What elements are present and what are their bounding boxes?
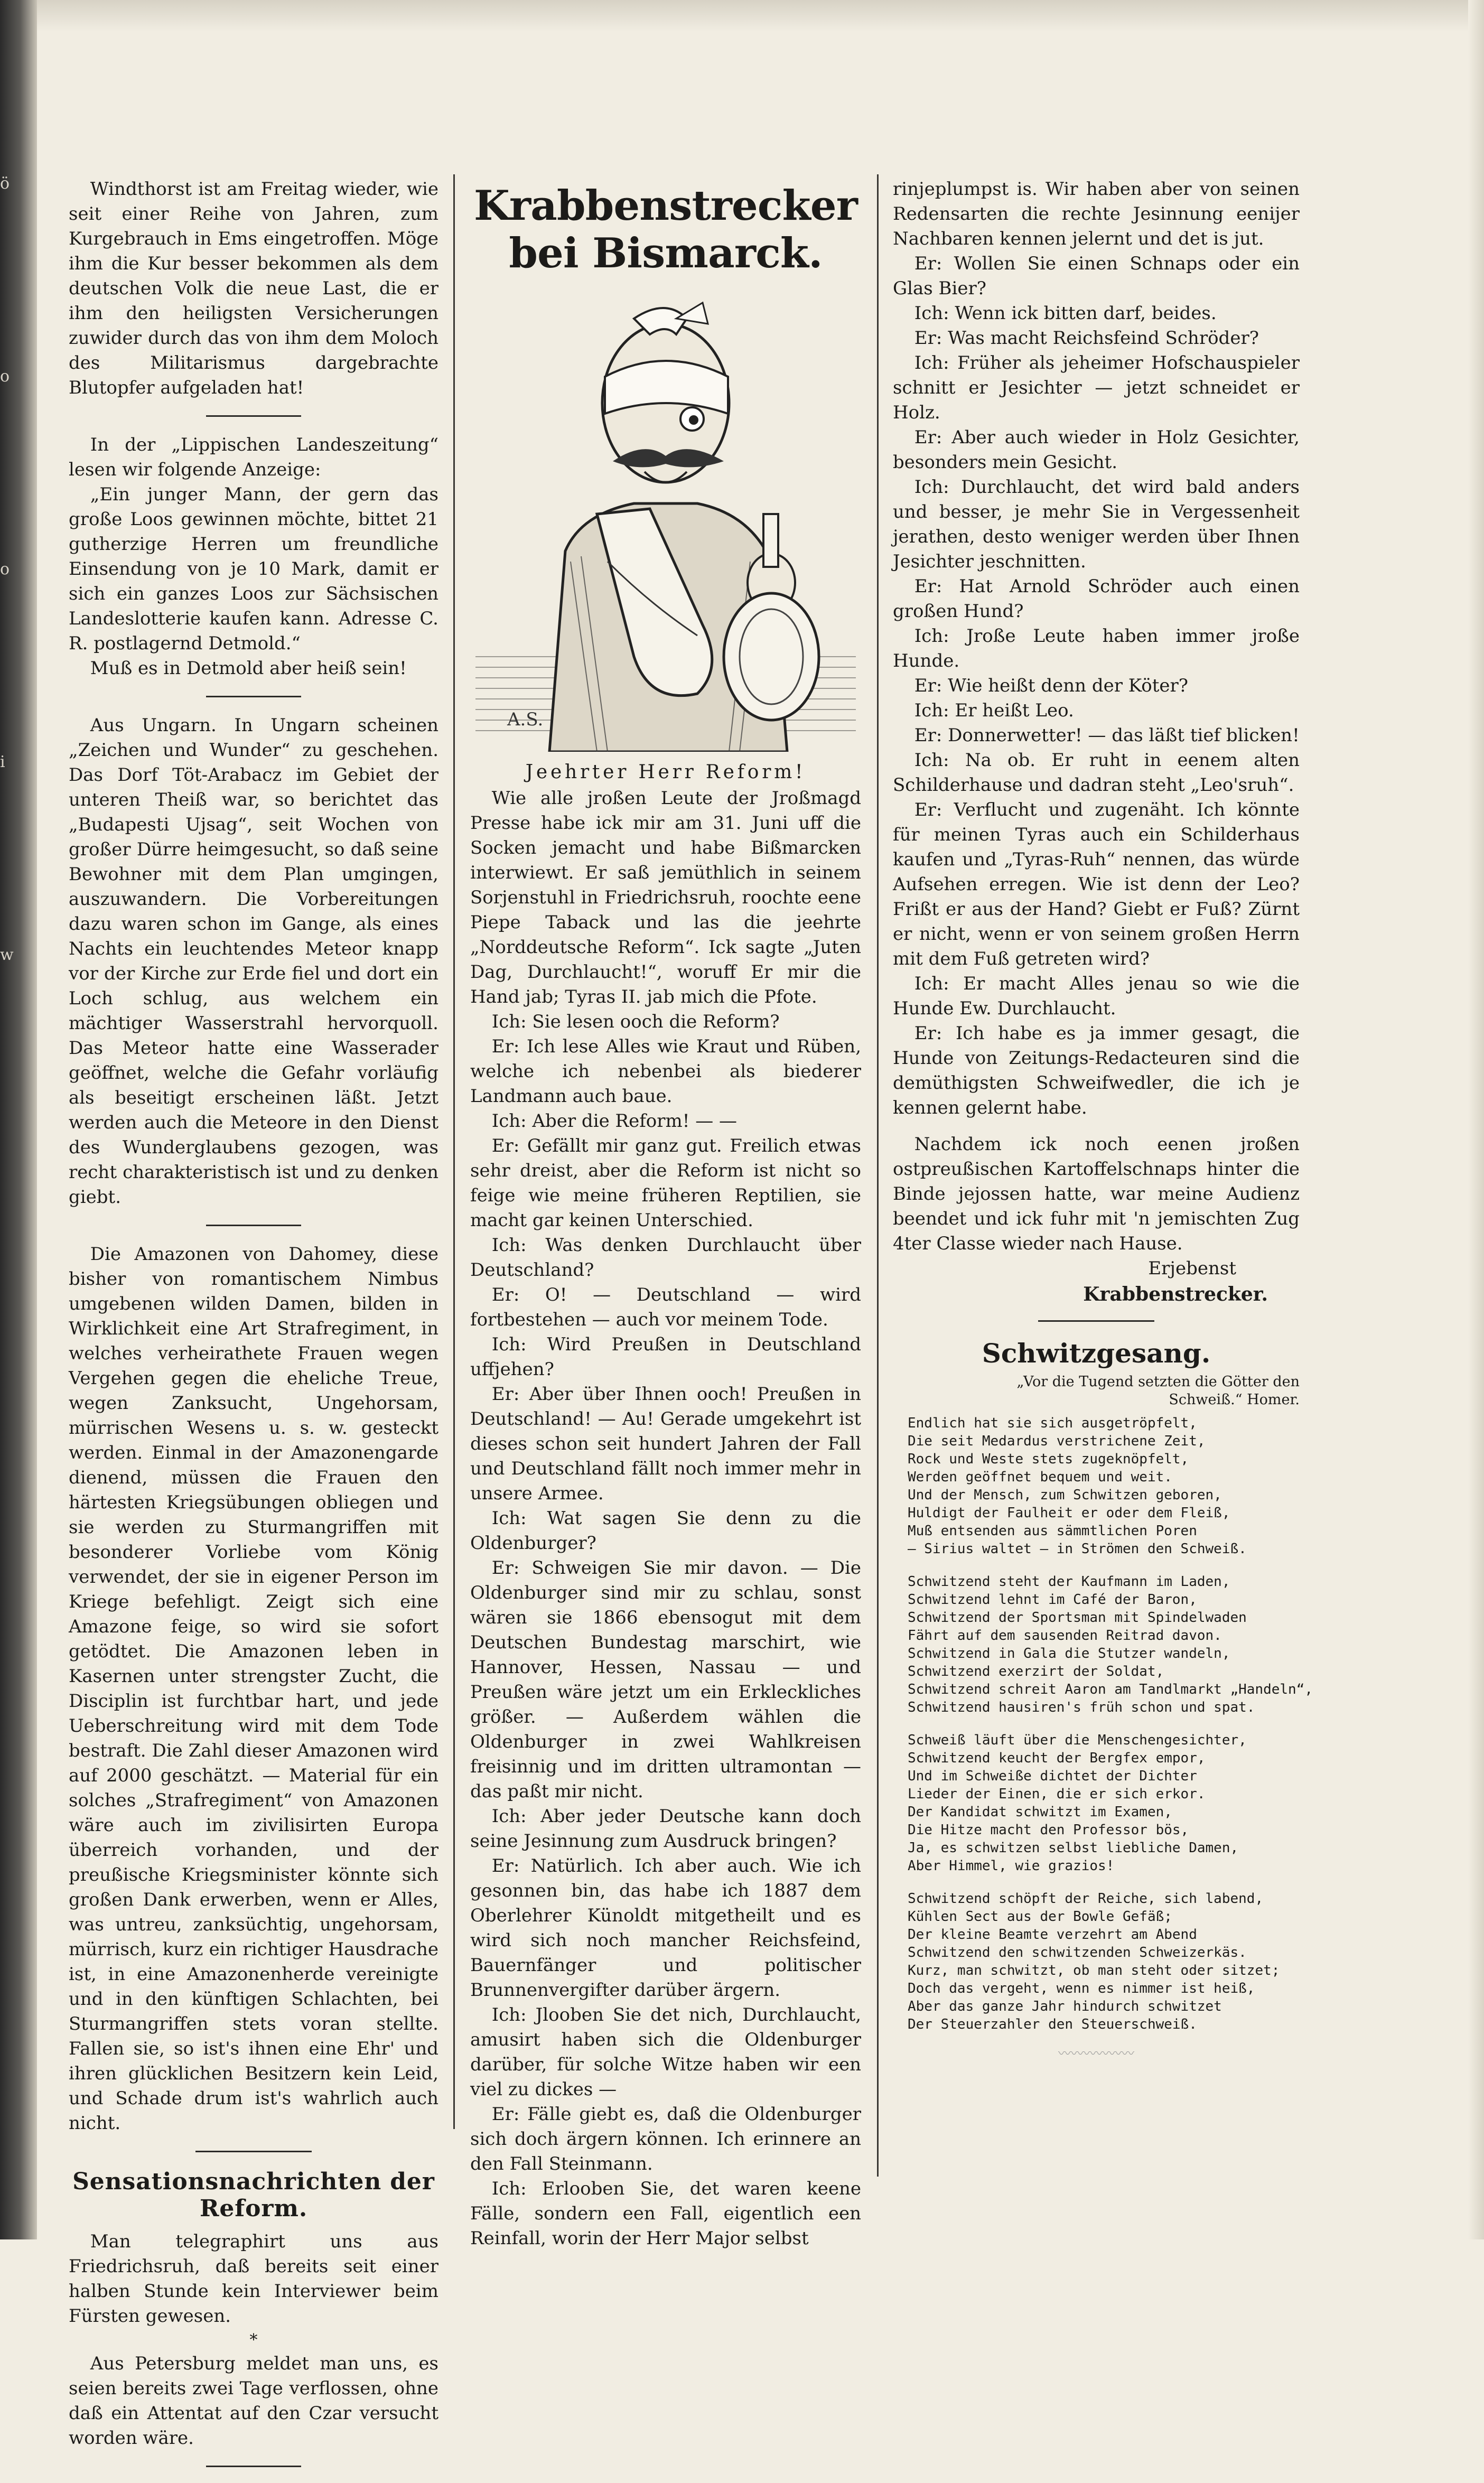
poem-line: Doch das vergeht, wenn es nimmer ist heiß, xyxy=(908,1981,1255,1996)
dialog-line: Ich: Jlooben Sie det nich, Durchlaucht, amusirt haben sich die Oldenburger darüber, für solche Witze haben wir een viel zu dickes — xyxy=(470,2004,861,2100)
poem-line: Der Steuerzahler den Steuerschweiß. xyxy=(908,2017,1197,2032)
dialog-line: Er: Donnerwetter! — das läßt tief blicken! xyxy=(914,725,1300,746)
poem-line: Der Kandidat schwitzt im Examen, xyxy=(908,1804,1172,1820)
poem-line: Schwitzend exerzirt der Soldat, xyxy=(908,1664,1164,1679)
poem-line: Ja, es schwitzen selbst liebliche Damen, xyxy=(908,1840,1239,1856)
dialog-line: Ich: Früher als jeheimer Hofschauspieler schnitt er Jesichter — jetzt schneidet er Holz. xyxy=(893,352,1300,423)
poem-line: Fährt auf dem sausenden Reitrad davon. xyxy=(908,1628,1222,1644)
poem-line: Schwitzend schreit Aaron am Tandlmarkt „Handeln“, xyxy=(908,1682,1313,1697)
dialog-line: Er: Was macht Reichsfeind Schröder? xyxy=(914,328,1259,349)
poem-line: Und im Schweiße dichtet der Dichter xyxy=(908,1768,1197,1784)
poem-line: Die Hitze macht den Professor bös, xyxy=(908,1822,1189,1838)
prev-page-char: i xyxy=(0,753,5,771)
news-item-friedrichsruh: Man telegraphirt uns aus Friedrichsruh, daß bereits seit einer halben Stunde kein Interviewer beim Fürsten gewesen. xyxy=(69,2231,438,2327)
dialog-line: Er: Wie heißt denn der Köter? xyxy=(914,675,1189,696)
column-rule-2 xyxy=(877,174,879,2177)
poem-line: Schwitzend der Sportsman mit Spindelwaden xyxy=(908,1610,1247,1626)
dialog-continuation: rinjeplumpst is. Wir haben aber von seinen Redensarten die rechte Jesinnung eenijer Nachbaren kennen jelernt und det is jut. xyxy=(893,179,1300,249)
poem-line: Kühlen Sect aus der Bowle Gefäß; xyxy=(908,1909,1172,1925)
poem-line: Schwitzend steht der Kaufmann im Laden, xyxy=(908,1574,1230,1590)
poem-stanza xyxy=(908,1573,1313,1716)
poem-line: Aber Himmel, wie grazios! xyxy=(908,1858,1115,1874)
section-separator xyxy=(1038,1320,1154,1322)
poem-line: Schwitzend lehnt im Café der Baron, xyxy=(908,1592,1197,1608)
article-title: Krabbenstrecker bei Bismarck. xyxy=(473,182,858,277)
news-item-lippische-intro: In der „Lippischen Landeszeitung“ lesen wir folgende Anzeige: xyxy=(69,434,438,480)
dialog-line: Er: Ich lese Alles wie Kraut und Rüben, welche ich nebenbei als biederer Landmann auch baue. xyxy=(470,1036,861,1107)
poem-line: Muß entsenden aus sämmtlichen Poren xyxy=(908,1523,1197,1539)
letter-paragraph: Wie alle jroßen Leute der Jroßmagd Presse habe ick mir am 31. Juni uff die Socken jemacht und habe Bißmarcken interwiewt. Er saß jemüthlich in seinem Sorjenstuhl in Friedrichsruh, roochte eene Piepe Taback und las die jeehrte „Norddeutsche Reform“. Ick sagte „Juten Dag, Durchlaucht!“, woruff Er mir die Hand jab; Tyras II. jab mich die Pfote. xyxy=(470,788,861,1007)
poem-line: Schwitzend schöpft der Reiche, sich labend, xyxy=(908,1891,1264,1907)
column-2 xyxy=(470,177,861,2251)
poem-line: Der kleine Beamte verzehrt am Abend xyxy=(908,1927,1197,1943)
prev-page-char: o xyxy=(0,560,10,578)
item-separator xyxy=(206,1225,301,1226)
asterisk-divider: * xyxy=(249,2331,258,2349)
dialog-line: Er: Natürlich. Ich aber auch. Wie ich gesonnen bin, das habe ich 1887 dem Oberlehrer Künoldt mitgetheilt und es wird sich noch mancher Reichsfeind, Bauernfänger und politischer Brunnenvergifter darüber ärgern. xyxy=(470,1855,861,2001)
poem-line: Schwitzend keucht der Bergfex empor, xyxy=(908,1750,1206,1766)
item-separator xyxy=(206,696,301,697)
dialog-line: Er: Gefällt mir ganz gut. Freilich etwas sehr dreist, aber die Reform ist nicht so feige wie meine früheren Reptilien, sie macht gar keinen Unterschied. xyxy=(470,1135,861,1231)
column-1 xyxy=(69,177,438,2483)
poem-line: — Sirius waltet — in Strömen den Schweiß. xyxy=(908,1541,1247,1557)
news-item-lippische-comment: Muß es in Detmold aber heiß sein! xyxy=(90,658,407,679)
dialog-line: Er: Hat Arnold Schröder auch einen großen Hund? xyxy=(893,576,1300,622)
dialog-line: Ich: Aber die Reform! — — xyxy=(491,1110,738,1132)
poem-stanza xyxy=(908,1414,1300,1558)
section-separator xyxy=(195,2151,312,2152)
poem-line: Aber das ganze Jahr hindurch schwitzet xyxy=(908,1999,1222,2014)
prev-page-char: o xyxy=(0,367,10,386)
poem-line: Und der Mensch, zum Schwitzen geboren, xyxy=(908,1487,1222,1503)
prev-page-char: ö xyxy=(0,174,10,193)
news-item-petersburg: Aus Petersburg meldet man uns, es seien bereits zwei Tage verflossen, ohne daß ein Attentat auf den Czar versucht worden wäre. xyxy=(69,2353,438,2449)
news-item-windthorst: Windthorst ist am Freitag wieder, wie seit einer Reihe von Jahren, zum Kurgebrauch in Ems eingetroffen. Möge ihm die Kur besser bekommen als dem deutschen Volk die neue Last, die er ihm den heiligsten Versicherungen zuwider durch das von ihm dem Moloch des Militarismus dargebrachte Blutopfer aufgeladen hat! xyxy=(69,179,438,398)
dialog-line: Er: Ich habe es ja immer gesagt, die Hunde von Zeitungs-Redacteuren sind die demüthigsten Schweifwedler, die ich je kennen gelernt habe. xyxy=(893,1023,1300,1118)
poem-motto: „Vor die Tugend setzten die Götter den Schweiß.“ Homer. xyxy=(1016,1374,1300,1408)
dialog-line: Er: Aber über Ihnen ooch! Preußen in Deutschland! — Au! Gerade umgekehrt ist dieses schon seit hundert Jahren der Fall und Deutschland fällt noch immer mehr in unsere Armee. xyxy=(470,1384,861,1504)
news-item-lippische-ad: „Ein junger Mann, der gern das große Loos gewinnen möchte, bittet 21 gutherzige Herren um freundliche Einsendung von je 10 Mark, damit er sich ein ganzes Loos zur Sächsischen Landeslotterie kaufen kann. Adresse C. R. postlagernd Detmold.“ xyxy=(69,484,438,654)
poem-line: Rock und Weste stets zugeknöpfelt, xyxy=(908,1451,1189,1467)
dialog-line: Ich: Wat sagen Sie denn zu die Oldenburger? xyxy=(470,1508,861,1554)
dialog-line: Ich: Wenn ick bitten darf, beides. xyxy=(914,303,1217,324)
item-separator xyxy=(206,415,301,417)
column-3 xyxy=(893,177,1313,2061)
dialog-line: Er: Schweigen Sie mir davon. — Die Oldenburger sind mir zu schlau, sonst wären sie 1866 ebensogut mit dem Deutschen Bundestag marschirt, wie Hannover, Hessen, Nassau — und Preußen wäre jetzt um ein Erkleckliches größer. — Außerdem wählen die Oldenburger in zwei Wahlkreisen freisinnig und im dritten ultramontan — das paßt mir nicht. xyxy=(470,1557,861,1802)
closing-paragraph: Nachdem ick noch eenen jroßen ostpreußischen Kartoffelschnaps hinter die Binde jejossen hatte, war meine Audienz beendet und ick fuhr mit 'n jemischten Zug 4ter Classe wieder nach Hause. xyxy=(893,1134,1300,1254)
dialog-line: Ich: Er heißt Leo. xyxy=(914,700,1074,721)
poem-stanza xyxy=(908,1731,1300,1875)
poem-line: Schwitzend den schwitzenden Schweizerkäs. xyxy=(908,1945,1247,1961)
poem-line: Schwitzend in Gala die Stutzer wandeln, xyxy=(908,1646,1230,1661)
poem-line: Schwitzend hausiren's früh schon und spat. xyxy=(908,1700,1255,1715)
letter-salutation: Jeehrter Herr Reform! xyxy=(525,761,806,783)
letter-signoff: Erjebenst xyxy=(1148,1258,1236,1279)
dialog-line: Ich: Erlooben Sie, det waren keene Fälle, sondern een Fall, eigentlich een Reinfall, worin der Herr Major selbst xyxy=(470,2178,861,2249)
poem-line: Werden geöffnet bequem und weit. xyxy=(908,1469,1172,1485)
prev-page-char: w xyxy=(0,946,14,964)
poem-line: Die seit Medardus verstrichene Zeit, xyxy=(908,1433,1206,1449)
dialog-line: Ich: Durchlaucht, det wird bald anders und besser, je mehr Sie in Vergessenheit jerathen, desto weniger werden über Ihnen Jesichter jeschnitten. xyxy=(893,477,1300,572)
dialog-line: Er: Aber auch wieder in Holz Gesichter, besonders mein Gesicht. xyxy=(893,427,1300,473)
letter-signature: Krabbenstrecker. xyxy=(1083,1283,1268,1305)
illustrator-monogram: A.S. xyxy=(507,709,544,730)
poem-title: Schwitzgesang. xyxy=(982,1338,1211,1369)
section-heading-sensationsnachrichten: Sensationsnachrichten der Reform. xyxy=(72,2168,435,2222)
poem-end-ornament: 〰〰〰〰〰〰 xyxy=(1058,2046,1134,2061)
bismarck-caricature-illustration xyxy=(475,287,856,752)
dialog-line: Er: Wollen Sie einen Schnaps oder ein Glas Bier? xyxy=(893,253,1300,299)
news-item-amazonen: Die Amazonen von Dahomey, diese bisher von romantischem Nimbus umgebenen wilden Damen, bilden in Wirklichkeit eine Art Strafregiment, in welches verheirathete Frauen wegen Vergehen gegen die eheliche Treue, wegen Zanksucht, Ungehorsam, mürrischen Wesens u. s. w. gesteckt werden. Einmal in der Amazonengarde dienend, müssen die Frauen den härtesten Kriegsübungen obliegen und sie werden zu Sturmangriffen mit besonderer Vorliebe vom König verwendet, der sie in eigener Person im Kriege befehligt. Zeigt sich eine Amazone feige, so wird sie sofort getödtet. Die Amazonen leben in Kasernen unter strengster Zucht, die Disciplin ist furchtbar hart, und jede Ueberschreitung wird mit dem Tode bestraft. Die Zahl dieser Amazonen wird auf 2000 geschätzt. — Material für ein solches „Strafregiment“ von Amazonen wäre auch im zivilisirten Europa überreich vorhanden, und der preußische Kriegsminister könnte sich großen Dank erwerben, wenn er Alles, was untreu, zanksüchtig, ungehorsam, mürrisch, kurz ein richtiger Hausdrache ist, in eine Amazonenherde vereinigte und in den künftigen Schlachten, bei Sturmangriffen stets voran stellte. Fallen sie, so ist's ihnen eine Ehr' und ihren glücklichen Besitzern kein Leid, und Schade drum ist's wahrlich auch nicht. xyxy=(69,1244,438,2134)
news-item-ungarn: Aus Ungarn. In Ungarn scheinen „Zeichen und Wunder“ zu geschehen. Das Dorf Töt-Arabacz im Gebiet der unteren Theiß war, so berichtet das „Budapesti Ujsag“, seit Wochen von großer Dürre heimgesucht, so daß seine Bewohner mit dem Plan umgingen, auszuwandern. Die Vorbereitungen dazu waren schon im Gange, als eines Nachts ein leuchtendes Meteor knapp vor der Kirche zur Erde fiel und dort ein Loch schlug, aus welchem ein mächtiger Wasserstrahl hervorquoll. Das Meteor hatte eine Wasserader geöffnet, welche die Gefahr vorläufig als beseitigt erscheinen läßt. Jetzt werden auch die Meteore in den Dienst des Wunderglaubens gezogen, was recht charakteristisch ist und zu denken giebt. xyxy=(69,715,438,1208)
dialog-line: Ich: Er macht Alles jenau so wie die Hunde Ew. Durchlaucht. xyxy=(893,973,1300,1019)
column-rule-1 xyxy=(453,174,455,2129)
dialog-line: Ich: Sie lesen ooch die Reform? xyxy=(491,1011,780,1032)
poem-line: Huldigt der Faulheit er oder dem Fleiß, xyxy=(908,1505,1230,1521)
dialog-line: Ich: Aber jeder Deutsche kann doch seine Jesinnung zum Ausdruck bringen? xyxy=(470,1806,861,1852)
dialog-line: Er: Fälle giebt es, daß die Oldenburger sich doch ärgern können. Ich erinnere an den Fall Steinmann. xyxy=(470,2104,861,2174)
dialog-line: Ich: Was denken Durchlaucht über Deutschland? xyxy=(470,1235,861,1281)
dialog-line: Ich: Jroße Leute haben immer jroße Hunde. xyxy=(893,626,1300,671)
poem-line: Kurz, man schwitzt, ob man steht oder sitzet; xyxy=(908,1963,1280,1978)
dialog-line: Ich: Wird Preußen in Deutschland uffjehen? xyxy=(470,1334,861,1380)
dialog-line: Er: O! — Deutschland — wird fortbestehen — auch vor meinem Tode. xyxy=(470,1284,861,1330)
poem-stanza xyxy=(908,1890,1300,2033)
dialog-line: Ich: Na ob. Er ruht in eenem alten Schilderhause und dadran steht „Leo'sruh“. xyxy=(893,750,1300,796)
poem-line: Schweiß läuft über die Menschengesichter, xyxy=(908,1732,1247,1748)
poem-line: Endlich hat sie sich ausgetröpfelt, xyxy=(908,1415,1197,1431)
item-separator xyxy=(206,2466,301,2467)
dialog-line: Er: Verflucht und zugenäht. Ich könnte für meinen Tyras auch ein Schilderhaus kaufen und „Tyras-Ruh“ nennen, das würde Aufsehen erregen. Wie ist denn der Leo? Frißt er aus der Hand? Giebt er Fuß? Zürnt er nicht, wenn er von seinem großen Herrn mit dem Fuß getreten wird? xyxy=(893,799,1300,969)
poem-line: Lieder der Einen, die er sich erkor. xyxy=(908,1786,1206,1802)
